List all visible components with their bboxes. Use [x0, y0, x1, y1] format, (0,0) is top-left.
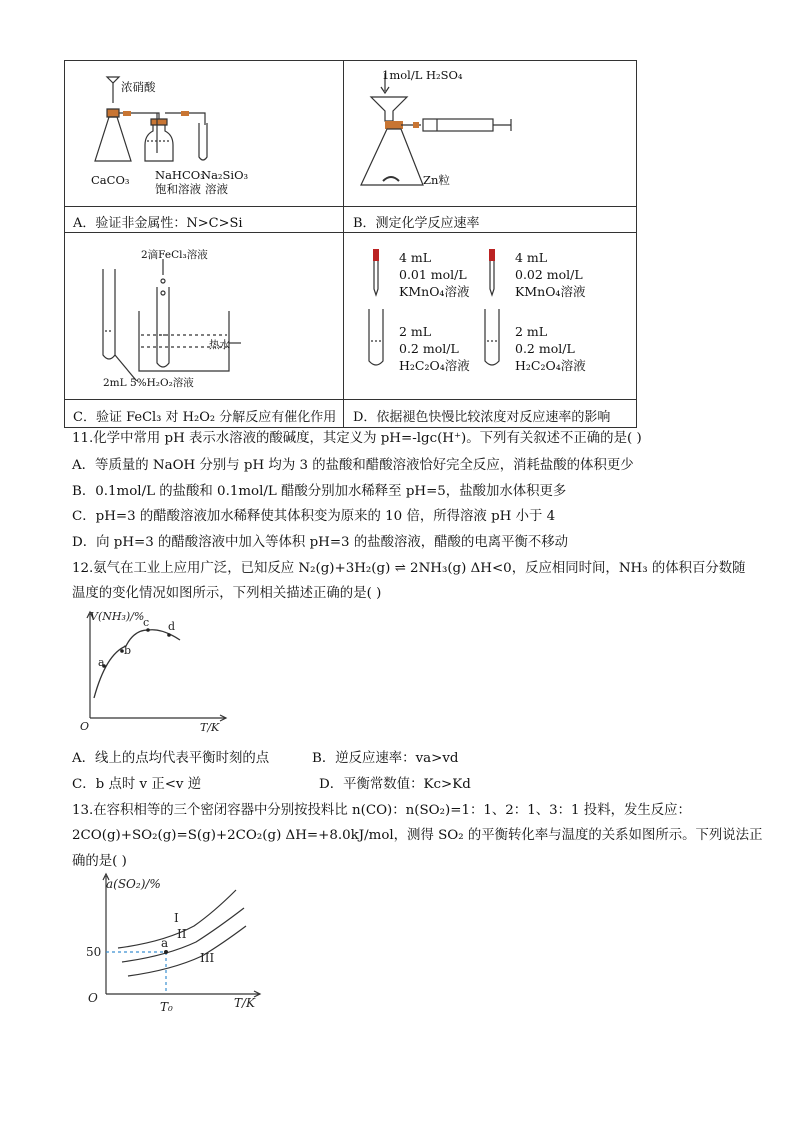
q12-option-c: C．b 点时 v 正<v 逆 [72, 777, 202, 792]
q13-stem-line1: 13.在容积相等的三个密闭容器中分别按投料比 n(CO)：n(SO₂)=1：1、2：1、3：1 投料，发生反应： [72, 803, 691, 818]
apparatus-d-right-top [515, 249, 585, 300]
q13-ylabel: a(SO₂)/% [106, 877, 161, 891]
d-right-reagent: KMnO₄溶液 [515, 284, 586, 299]
q11-option-b: B．0.1mol/L 的盐酸和 0.1mol/L 醋酸分别加水稀释至 pH=5，盐酸加水体积更多 [72, 484, 567, 499]
q11-option-c: C．pH=3 的醋酸溶液加水稀释使其体积变为原来的 10 倍，所得溶液 pH 小于 4 [72, 509, 556, 524]
q13-curve-2: II [177, 927, 187, 941]
apparatus-c-drop-label: 2滴FeCl₃溶液 [141, 249, 208, 261]
apparatus-d-right-bottom [515, 323, 586, 374]
q12-stem-line2: 温度的变化情况如图所示，下列相关描述正确的是( ) [72, 586, 382, 601]
table-divider-2 [65, 232, 636, 233]
q13-xlabel: T/K [234, 996, 256, 1010]
q13-stem-line2: 2CO(g)+SO₂(g)=S(g)+2CO₂(g) ΔH=+8.0kJ/mol，测得 SO₂ 的平衡转化率与温度的关系如图所示。下列说法正 [72, 828, 763, 843]
q11-stem: 11.化学中常用 pH 表示水溶液的酸碱度，其定义为 pH=-lgc(H⁺)。下列有关叙述不正确的是( ) [72, 431, 642, 446]
q12-origin: O [80, 720, 90, 733]
table-divider-1 [65, 206, 636, 207]
q12-point-c: c [143, 616, 150, 629]
q13-curve-3: III [200, 951, 215, 965]
apparatus-c-water-label: 热水 [209, 339, 230, 351]
q13-point-a: a [161, 936, 169, 950]
apparatus-table [64, 60, 637, 428]
q12-graph [76, 606, 236, 738]
d-left-volume: 4 mL [399, 250, 432, 265]
d-left-b-reagent: H₂C₂O₄溶液 [399, 358, 470, 373]
q13-stem-line3: 确的是( ) [72, 854, 127, 869]
q13-t0: T₀ [160, 1000, 173, 1014]
d-right-b-volume: 2 mL [515, 324, 548, 339]
q12-stem-line1: 12.氨气在工业上应用广泛，已知反应 N₂(g)+3H₂(g) ⇌ 2NH₃(g) ΔH<0，反应相同时间，NH₃ 的体积百分数随 [72, 561, 746, 576]
apparatus-a-caco3-label: CaCO₃ [91, 173, 130, 187]
d-right-conc: 0.02 mol/L [515, 267, 583, 282]
apparatus-a-na2sio3-label: Na₂SiO₃ [201, 168, 249, 182]
q13-curve-1: I [174, 911, 179, 925]
q13-graph [84, 866, 270, 1016]
apparatus-c-drawing [95, 251, 245, 381]
option-d-caption: D．依据褪色快慢比较浓度对反应速率的影响 [353, 410, 611, 425]
apparatus-d-left-bottom [399, 323, 470, 374]
d-left-b-volume: 2 mL [399, 324, 432, 339]
q12-option-a: A．线上的点均代表平衡时刻的点 [72, 751, 270, 766]
q13-origin: O [88, 991, 98, 1005]
table-divider-vertical [343, 61, 344, 427]
d-right-volume: 4 mL [515, 250, 548, 265]
q12-point-a: a [98, 656, 105, 669]
q12-point-d: d [168, 620, 176, 633]
d-left-b-conc: 0.2 mol/L [399, 341, 459, 356]
apparatus-a-tube-solution-label: 溶液 [205, 182, 228, 196]
q11-option-a: A．等质量的 NaOH 分别与 pH 均为 3 的盐酸和醋酸溶液恰好完全反应，消耗盐酸的体积更少 [72, 458, 634, 473]
d-left-reagent: KMnO₄溶液 [399, 284, 470, 299]
apparatus-a-solution-label: 饱和溶液 [155, 182, 201, 196]
q12-ylabel: V(NH₃)/% [90, 610, 145, 623]
q12-option-b: B．逆反应速率：va>vd [312, 751, 459, 766]
q11-option-d: D．向 pH=3 的醋酸溶液中加入等体积 pH=3 的盐酸溶液，醋酸的电离平衡不移动 [72, 535, 569, 550]
d-left-conc: 0.01 mol/L [399, 267, 467, 282]
apparatus-a-acid-label: 浓硝酸 [121, 80, 156, 94]
apparatus-b-acid-label: 1mol/L H₂SO₄ [382, 68, 463, 82]
table-divider-3 [65, 399, 636, 400]
q12-point-b: b [124, 644, 132, 657]
option-b-caption: B．测定化学反应速率 [353, 216, 480, 231]
apparatus-a-nahco3-label: NaHCO₃ [155, 168, 205, 182]
d-right-b-reagent: H₂C₂O₄溶液 [515, 358, 586, 373]
q13-y50: 50 [86, 945, 102, 959]
apparatus-b-zn-label: Zn粒 [423, 173, 450, 187]
q12-xlabel: T/K [200, 721, 220, 734]
d-right-b-conc: 0.2 mol/L [515, 341, 575, 356]
apparatus-d-left-top [399, 249, 469, 300]
q12-option-d: D．平衡常数值：Kc>Kd [319, 777, 471, 792]
apparatus-c-h2o2-label: 2mL 5%H₂O₂溶液 [103, 377, 194, 389]
option-c-caption: C．验证 FeCl₃ 对 H₂O₂ 分解反应有催化作用 [73, 410, 337, 425]
option-a-caption: A．验证非金属性：N>C>Si [73, 216, 243, 231]
